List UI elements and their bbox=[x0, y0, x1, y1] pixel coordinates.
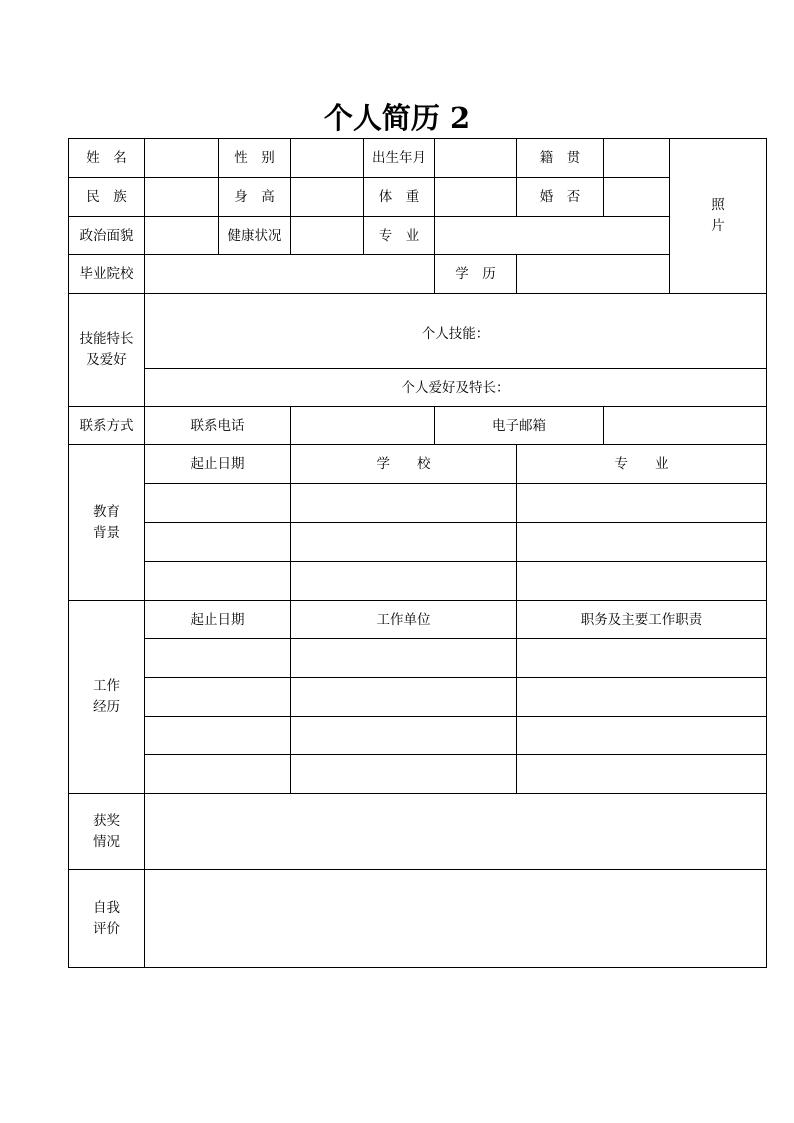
name-field[interactable] bbox=[145, 139, 219, 178]
basic-row-1 bbox=[69, 139, 767, 178]
work-period-field[interactable] bbox=[145, 678, 291, 717]
education-col-major: 专 业 bbox=[517, 445, 767, 484]
work-duties-field[interactable] bbox=[517, 717, 767, 755]
work-col-duties: 职务及主要工作职责 bbox=[517, 601, 767, 639]
awards-section-label-line-1: 获奖 bbox=[93, 812, 120, 829]
work-company-field[interactable] bbox=[291, 717, 517, 755]
work-duties-field[interactable] bbox=[517, 639, 767, 678]
work-company-field[interactable] bbox=[291, 678, 517, 717]
education-header-row bbox=[69, 445, 767, 484]
height-field[interactable] bbox=[291, 178, 364, 217]
political-status-field[interactable] bbox=[145, 217, 219, 255]
photo-label-2: 片 bbox=[711, 218, 725, 234]
health-field[interactable] bbox=[291, 217, 364, 255]
education-section-label bbox=[69, 445, 145, 601]
education-major-field[interactable] bbox=[517, 484, 767, 523]
work-entry-row bbox=[69, 678, 767, 717]
work-section-label bbox=[69, 601, 145, 794]
self-evaluation-section-label-line-2: 评价 bbox=[93, 920, 120, 937]
education-col-school: 学 校 bbox=[291, 445, 517, 484]
work-col-period: 起止日期 bbox=[145, 601, 291, 639]
major-label: 专 业 bbox=[364, 217, 435, 255]
education-school-field[interactable] bbox=[291, 562, 517, 601]
work-company-field[interactable] bbox=[291, 755, 517, 794]
skills-row bbox=[69, 294, 767, 369]
self-evaluation-section-label-line-1: 自我 bbox=[93, 899, 120, 916]
political-status-label: 政治面貌 bbox=[69, 217, 145, 255]
resume-table bbox=[68, 138, 767, 968]
degree-label: 学 历 bbox=[435, 255, 517, 294]
ethnic-label: 民 族 bbox=[69, 178, 145, 217]
marital-field[interactable] bbox=[604, 178, 670, 217]
work-period-field[interactable] bbox=[145, 755, 291, 794]
work-entry-row bbox=[69, 755, 767, 794]
education-col-period: 起止日期 bbox=[145, 445, 291, 484]
health-label: 健康状况 bbox=[219, 217, 291, 255]
education-major-field[interactable] bbox=[517, 523, 767, 562]
awards-row bbox=[69, 794, 767, 870]
email-label: 电子邮箱 bbox=[435, 407, 604, 445]
contact-row bbox=[69, 407, 767, 445]
gender-label: 性 别 bbox=[219, 139, 291, 178]
hobbies-label: 个人爱好及特长： bbox=[401, 379, 510, 396]
school-label: 毕业院校 bbox=[69, 255, 145, 294]
photo-label-1: 照 bbox=[711, 197, 725, 213]
education-major-field[interactable] bbox=[517, 562, 767, 601]
work-period-field[interactable] bbox=[145, 717, 291, 755]
weight-field[interactable] bbox=[435, 178, 517, 217]
school-field[interactable] bbox=[145, 255, 435, 294]
work-period-field[interactable] bbox=[145, 639, 291, 678]
education-school-field[interactable] bbox=[291, 484, 517, 523]
work-entry-row bbox=[69, 717, 767, 755]
awards-field[interactable] bbox=[145, 794, 767, 870]
awards-section-label-line-2: 情况 bbox=[93, 833, 120, 850]
basic-row-4 bbox=[69, 255, 767, 294]
hobbies-row bbox=[69, 369, 767, 407]
contact-section-label: 联系方式 bbox=[69, 407, 145, 445]
skills-section-label-line-2: 及爱好 bbox=[86, 352, 127, 368]
major-field[interactable] bbox=[435, 217, 670, 255]
native-place-label: 籍 贯 bbox=[517, 139, 604, 178]
skills-field[interactable] bbox=[145, 294, 767, 369]
native-place-field[interactable] bbox=[604, 139, 670, 178]
work-entry-row bbox=[69, 639, 767, 678]
education-school-field[interactable] bbox=[291, 523, 517, 562]
self-evaluation-field[interactable] bbox=[145, 870, 767, 968]
education-entry-row bbox=[69, 523, 767, 562]
skills-section-label-line-1: 技能特长 bbox=[79, 331, 134, 347]
education-section-label-line-1: 教育 bbox=[93, 503, 120, 520]
birth-field[interactable] bbox=[435, 139, 517, 178]
work-company-field[interactable] bbox=[291, 639, 517, 678]
hobbies-field[interactable] bbox=[145, 369, 767, 407]
work-duties-field[interactable] bbox=[517, 755, 767, 794]
education-period-field[interactable] bbox=[145, 484, 291, 523]
education-entry-row bbox=[69, 562, 767, 601]
skills-section-label bbox=[69, 294, 145, 407]
page-title: 个人简历 2 bbox=[323, 101, 471, 135]
name-label: 姓 名 bbox=[69, 139, 145, 178]
education-entry-row bbox=[69, 484, 767, 523]
birth-label: 出生年月 bbox=[364, 139, 435, 178]
work-header-row bbox=[69, 601, 767, 639]
degree-field[interactable] bbox=[517, 255, 670, 294]
self-evaluation-row bbox=[69, 870, 767, 968]
self-evaluation-section-label bbox=[69, 870, 145, 968]
work-col-company: 工作单位 bbox=[291, 601, 517, 639]
work-section-label-line-1: 工作 bbox=[93, 678, 120, 694]
phone-field[interactable] bbox=[291, 407, 435, 445]
education-period-field[interactable] bbox=[145, 562, 291, 601]
education-section-label-line-2: 背景 bbox=[93, 524, 120, 541]
education-period-field[interactable] bbox=[145, 523, 291, 562]
basic-row-3 bbox=[69, 217, 767, 255]
skills-label: 个人技能： bbox=[421, 326, 490, 342]
email-field[interactable] bbox=[604, 407, 767, 445]
weight-label: 体 重 bbox=[364, 178, 435, 217]
gender-field[interactable] bbox=[291, 139, 364, 178]
awards-section-label bbox=[69, 794, 145, 870]
basic-row-2 bbox=[69, 178, 767, 217]
height-label: 身 高 bbox=[219, 178, 291, 217]
work-section-label-line-2: 经历 bbox=[93, 699, 120, 715]
phone-label: 联系电话 bbox=[145, 407, 291, 445]
work-duties-field[interactable] bbox=[517, 678, 767, 717]
photo-box[interactable] bbox=[670, 139, 767, 294]
ethnic-field[interactable] bbox=[145, 178, 219, 217]
marital-label: 婚 否 bbox=[517, 178, 604, 217]
